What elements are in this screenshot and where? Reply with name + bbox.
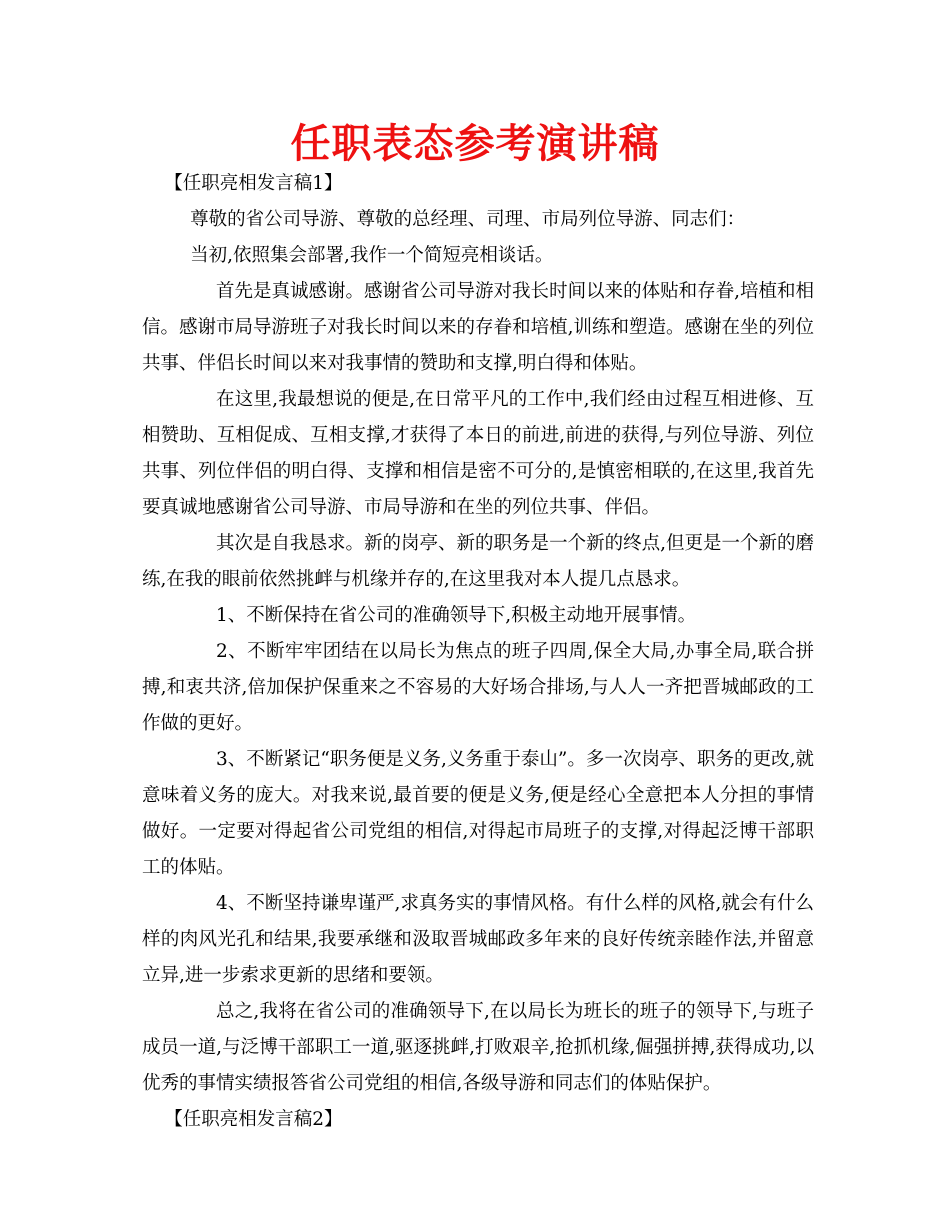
paragraph: 在这里,我最想说的便是,在日常平凡的工作中,我们经由过程互相进修、互相赞助、互相促成、互相支撑,才获得了本日的前进,前进的获得,与列位导游、列位共事、列位伴侣的明白得、支撑和相信是密不可分的,是慎密相联的,在这里,我首先要真诚地感谢省公司导游、市局导游和在坐的列位共事、伴侣。 xyxy=(142,389,814,518)
paragraph: 首先是真诚感谢。感谢省公司导游对我长时间以来的体贴和存眷,培植和相信。感谢市局导游班子对我长时间以来的存眷和培植,训练和塑造。感谢在坐的列位共事、伴侣长时间以来对我事情的赞助和支撑,明白得和体贴。 xyxy=(142,281,814,374)
document-title: 任职表态参考演讲稿 xyxy=(290,121,660,167)
paragraph: 当初,依照集会部署,我作一个简短亮相谈话。 xyxy=(190,245,554,266)
list-item: 3、不断紧记“职务便是义务,义务重于泰山”。多一次岗亭、职务的更改,就意味着义务的庞大。对我来说,最首要的便是义务,便是经心全意把本人分担的事情做好。一定要对得起省公司党组的相信,对得起市局班子的支撑,对得起泛博干部职工的体贴。 xyxy=(142,749,814,878)
paragraph: 其次是自我恳求。新的岗亭、新的职务是一个新的终点,但更是一个新的磨练,在我的眼前依然挑衅与机缘并存的,在这里我对本人提几点恳求。 xyxy=(142,533,814,590)
list-item: 1、不断保持在省公司的准确领导下,积极主动地开展事情。 xyxy=(216,605,697,626)
list-item: 2、不断牢牢团结在以局长为焦点的班子四周,保全大局,办事全局,联合拼搏,和衷共济,倍加保护保重来之不容易的大好场合排场,与人人一齐把晋城邮政的工作做的更好。 xyxy=(142,641,814,734)
paragraph: 总之,我将在省公司的准确领导下,在以局长为班长的班子的领导下,与班子成员一道,与泛博干部职工一道,驱逐挑衅,打败艰辛,抢抓机缘,倔强拼搏,获得成功,以优秀的事情实绩报答省公司党组的相信,各级导游和同志们的体贴保护。 xyxy=(142,1001,814,1094)
section-heading-2: 【任职亮相发言稿2】 xyxy=(164,1109,343,1130)
document-body xyxy=(142,166,814,1138)
section-heading-1: 【任职亮相发言稿1】 xyxy=(164,173,343,194)
list-item: 4、不断坚持谦卑谨严,求真务实的事情风格。有什么样的风格,就会有什么样的肉风光孔和结果,我要承继和汲取晋城邮政多年来的良好传统亲睦作法,并留意立异,进一步索求更新的思绪和要领。 xyxy=(142,893,814,986)
salutation: 尊敬的省公司导游、尊敬的总经理、司理、市局列位导游、同志们： xyxy=(190,209,746,230)
